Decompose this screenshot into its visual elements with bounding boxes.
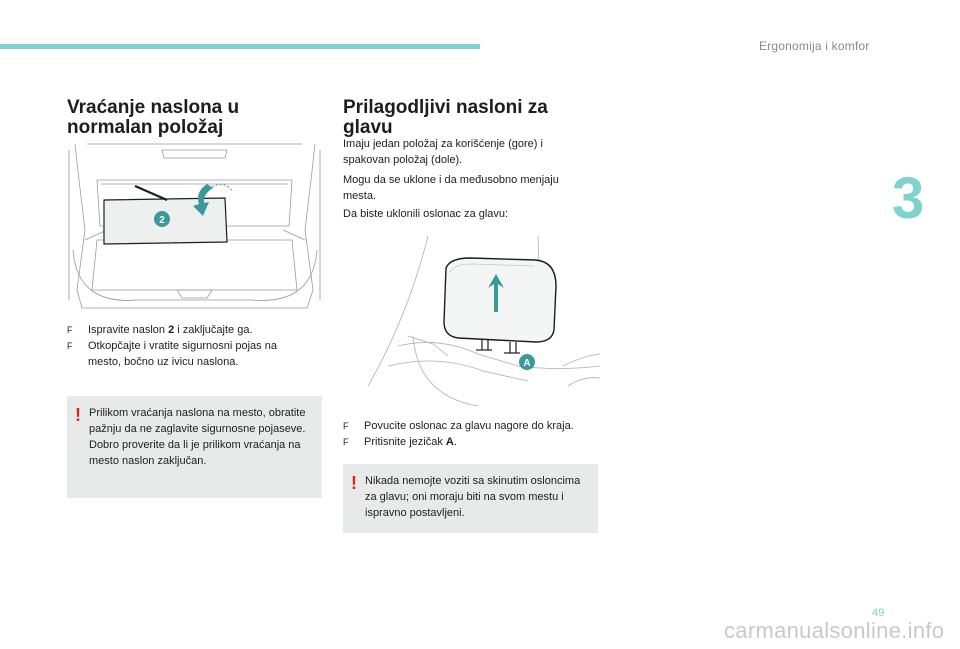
- trunk-seatback-illustration: [67, 140, 322, 315]
- callout-2-label: 2: [159, 215, 165, 226]
- right-warning-line-1: Nikada nemojte voziti sa skinutim osloncima za glavu; oni moraju biti na svom mestu i ispravno postavljeni.: [365, 475, 581, 519]
- left-warning-box: [67, 396, 322, 498]
- right-intro: Imaju jedan položaj za korišćenje (gore) i spakovan položaj (dole).: [343, 138, 543, 166]
- left-bullet-2: F Otkopčajte i vratite sigurnosni pojas na mesto, bočno uz ivicu naslona.: [67, 340, 277, 368]
- headrest-drawing: [358, 236, 600, 408]
- trunk-drawing: [67, 140, 322, 315]
- bullet-marker: F: [67, 325, 73, 335]
- left-bullet-1: F Ispravite naslon 2 i zaključajte ga.: [67, 324, 253, 336]
- callout-a-label: A: [523, 358, 531, 369]
- headrest-illustration: [358, 236, 600, 408]
- right-paragraph-3: Da biste uklonili oslonac za glavu:: [343, 208, 509, 220]
- left-instructions: [67, 322, 312, 370]
- header-accent-bar: [0, 44, 480, 49]
- right-paragraph-2: Mogu da se uklone i da međusobno menjaju mesta.: [343, 174, 559, 202]
- right-section-title: Prilagodljivi nasloni za glavu: [343, 97, 548, 138]
- left-section-title: Vraćanje naslona u normalan položaj: [67, 97, 240, 138]
- warning-icon: !: [75, 405, 81, 425]
- right-bullet-2: F Pritisnite jezičak A.: [343, 436, 457, 448]
- right-warning-box: [343, 464, 598, 533]
- chapter-number: 3: [892, 166, 925, 231]
- section-label: Ergonomija i komfor: [759, 39, 870, 53]
- right-instructions: [343, 418, 598, 450]
- right-bullet-1: F Povucite oslonac za glavu nagore do kraja.: [343, 420, 574, 432]
- bullet-marker: F: [343, 437, 349, 447]
- left-warning-line-1: Prilikom vraćanja naslona na mesto, obratite pažnju da ne zaglavite sigurnosne pojaseve.: [89, 407, 306, 435]
- bullet-marker: F: [67, 341, 73, 351]
- page-number: 49: [872, 607, 885, 619]
- left-warning-line-2: Dobro proverite da li je prilikom vraćanja na mesto naslon zaključan.: [89, 439, 301, 467]
- bullet-marker: F: [343, 421, 349, 431]
- watermark: carmanualsonline.info: [724, 618, 945, 643]
- warning-icon: !: [351, 473, 357, 493]
